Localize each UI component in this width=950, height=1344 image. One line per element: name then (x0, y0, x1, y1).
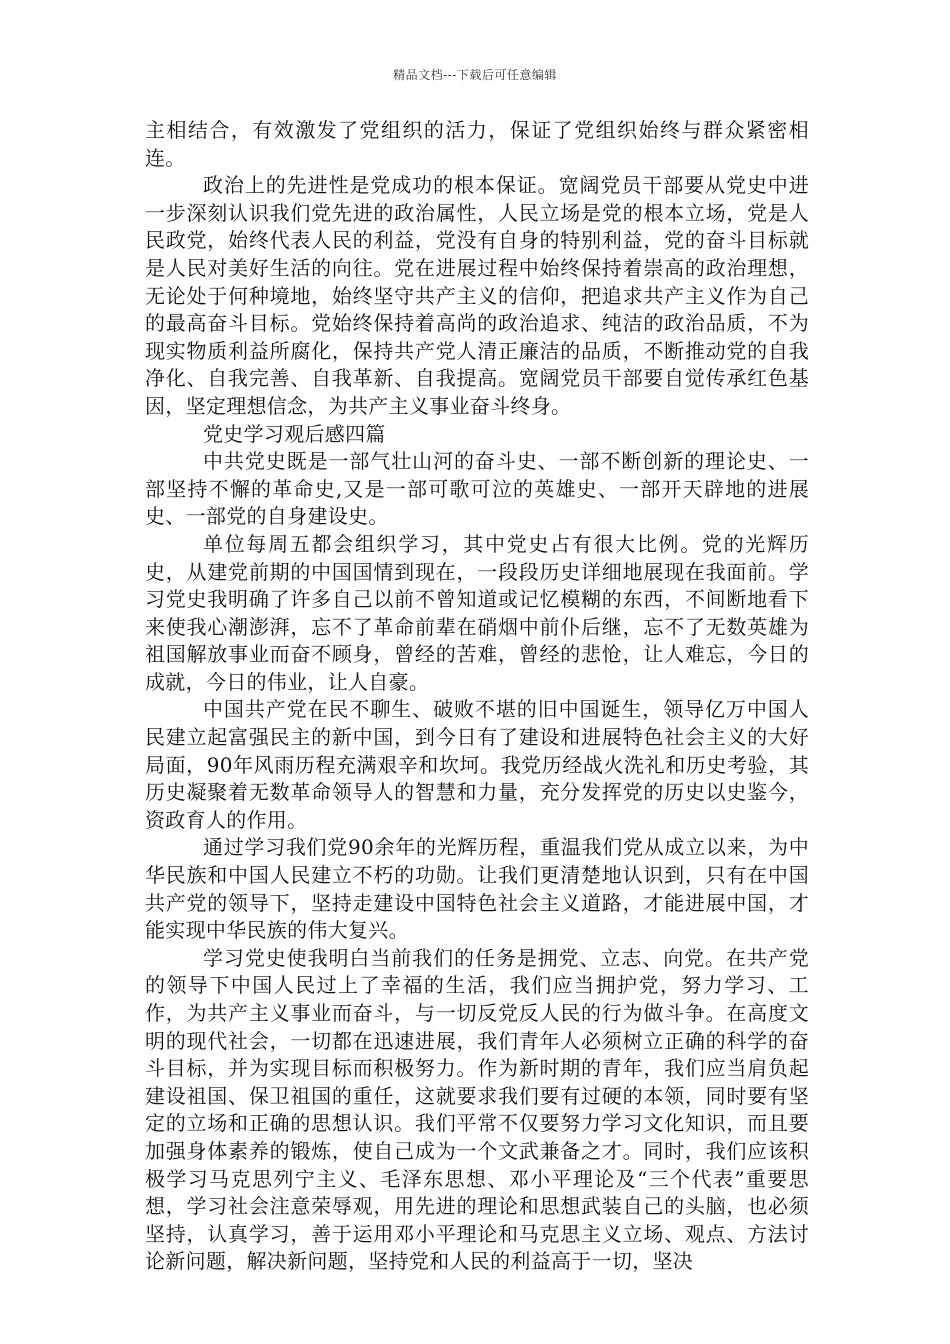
paragraph-party-history-intro: 中共党史既是一部气壮山河的奋斗史、一部不断创新的理论史、一部坚持不懈的革命史,又是一部可歌可泣的英雄史、一部开天辟地的进展史、一部党的自身建设史。 (145, 449, 809, 529)
paragraph-90-years: 通过学习我们党90余年的光辉历程，重温我们党从成立以来，为中华民族和中国人民建立不朽的功勋。让我们更清楚地认识到，只有在中国共产党的领导下，坚持走建设中国特色社会主义道路，才能进展中国，才能实现中华民族的伟大复兴。 (145, 835, 809, 943)
page-header: 精品文档---下载后可任意编辑 (393, 68, 557, 82)
paragraph-weekly-study: 单位每周五都会组织学习，其中党史占有很大比例。党的光辉历史，从建党前期的中国国情到现在，一段段历史详细地展现在我面前。学习党史我明确了许多自己以前不曾知道或记忆模糊的东西，不间断地看下来使我心潮澎湃，忘不了革命前辈在硝烟中前仆后继，忘不了无数英雄为祖国解放事业而奋不顾身，曾经的苦难，曾经的悲怆，让人难忘，今日的成就，今日的伟业，让人自豪。 (145, 531, 809, 694)
document-body (145, 117, 809, 1276)
paragraph-current-tasks: 学习党史使我明白当前我们的任务是拥党、立志、向党。在共产党的领导下中国人民过上了幸福的生活，我们应当拥护党，努力学习、工作，为共产主义事业而奋斗，与一切反党反人民的行为做斗争。在高度文明的现代社会，一切都在迅速进展，我们青年人必须树立正确的科学的奋斗目标，并为实现目标而积极努力。作为新时期的青年，我们应当肩负起建设祖国、保卫祖国的重任，这就要求我们要有过硬的本领，同时要有坚定的立场和正确的思想认识。我们平常不仅要努力学习文化知识，而且要加强身体素养的锻炼，使自己成为一个文武兼备之才。同时，我们应该积极学习马克思列宁主义、毛泽东思想、邓小平理论及“三个代表”重要思想，学习社会注意荣辱观，用先进的理论和思想武装自己的头脑，也必须坚持，认真学习，善于运用邓小平理论和马克思主义立场、观点、方法讨论新问题，解决新问题，坚持党和人民的利益高于一切，坚决 (145, 945, 809, 1274)
paragraph-party-founding: 中国共产党在民不聊生、破败不堪的旧中国诞生，领导亿万中国人民建立起富强民主的新中国，到今日有了建设和进展特色社会主义的大好局面，90年风雨历程充满艰辛和坎坷。我党历经战火洗礼和历史考验，其历史凝聚着无数革命领导人的智慧和力量，充分发挥党的历史以史鉴今，资政育人的作用。 (145, 697, 809, 832)
paragraph-political-advancement: 政治上的先进性是党成功的根本保证。宽阔党员干部要从党史中进一步深刻认识我们党先进的政治属性，人民立场是党的根本立场，党是人民政党，始终代表人民的利益，党没有自身的特别利益，党的奋斗目标就是人民对美好生活的向往。党在进展过程中始终保持着崇高的政治理想，无论处于何种境地，始终坚守共产主义的信仰，把追求共产主义作为自己的最高奋斗目标。党始终保持着高尚的政治追求、纯洁的政治品质，不为现实物质利益所腐化，保持共产党人清正廉洁的品质，不断推动党的自我净化、自我完善、自我革新、自我提高。宽阔党员干部要自觉传承红色基因，坚定理想信念，为共产主义事业奋斗终身。 (145, 173, 809, 418)
section-title: 党史学习观后感四篇 (203, 421, 386, 446)
paragraph-continuation: 主相结合，有效激发了党组织的活力，保证了党组织始终与群众紧密相连。 (145, 118, 809, 170)
